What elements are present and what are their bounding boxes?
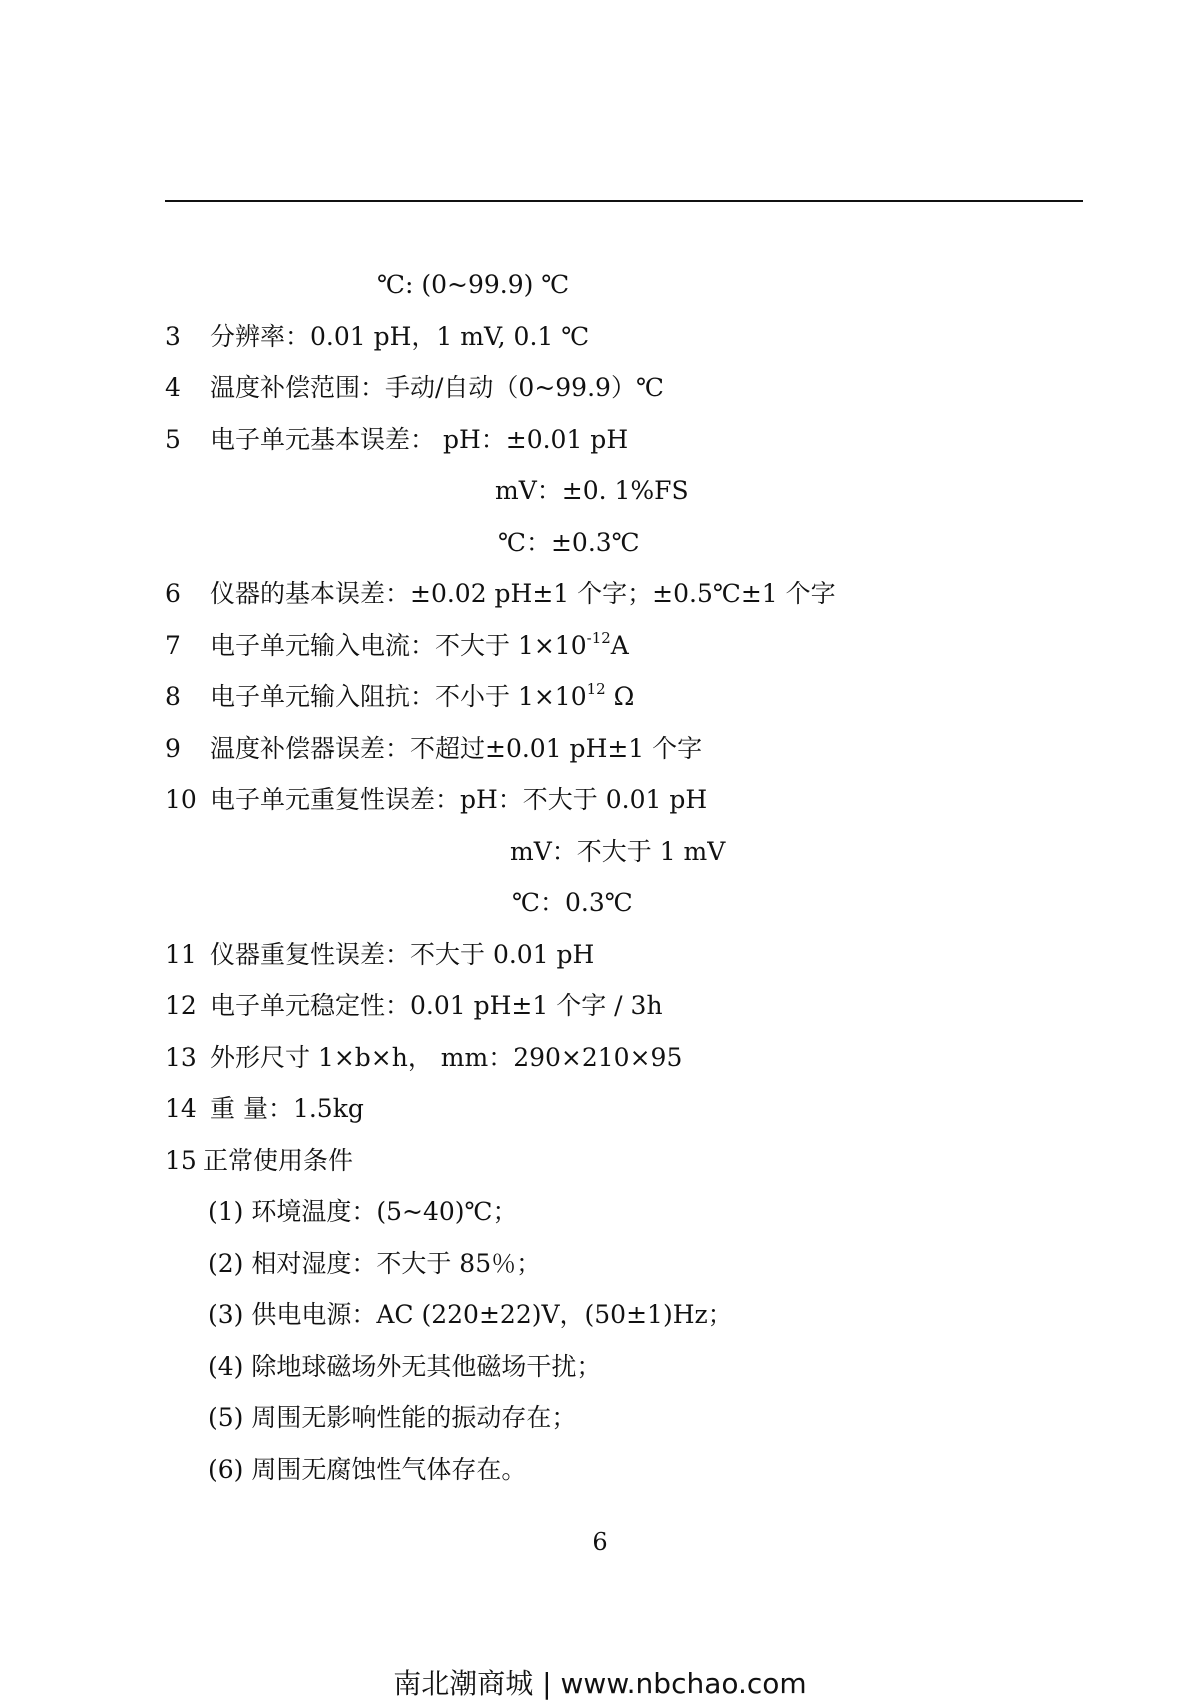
site-footer-watermark: 南北潮商城 | www.nbchao.com bbox=[393, 1667, 807, 1700]
header-rule bbox=[165, 200, 1083, 202]
page-number: 6 bbox=[592, 1528, 608, 1556]
